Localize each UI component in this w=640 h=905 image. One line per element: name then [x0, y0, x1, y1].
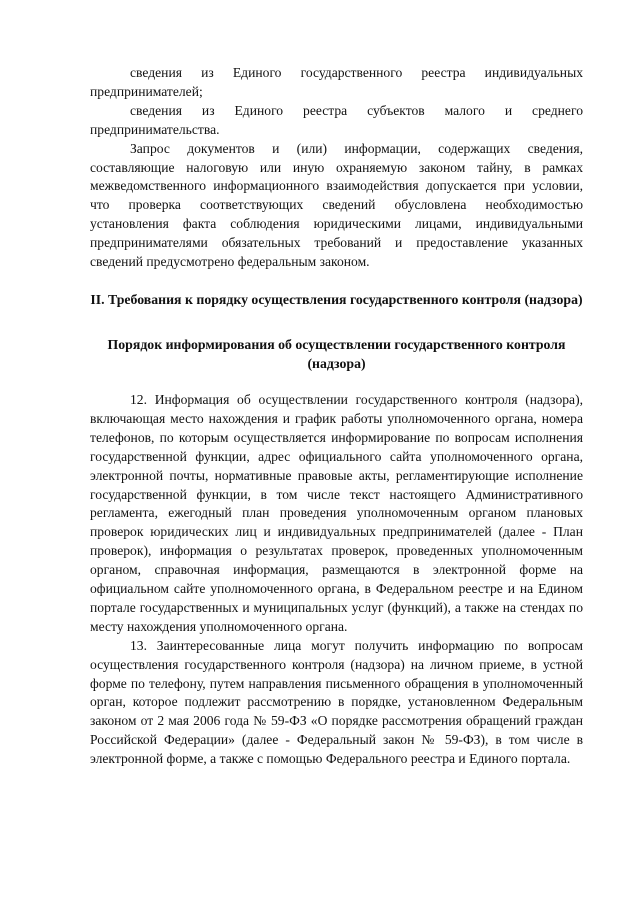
paragraph-secret-request: Запрос документов и (или) информации, содержащих сведения, составляющие налоговую или иную охраняемую законом тайну, в рамках межведомственного информационного взаимодействия допускается при условии, что проверка соответствующих сведений обусловлена необходимостью установления факта соблюдения юридическими лицами, индивидуальными предпринимателями обязательных требований и предоставление указанных сведений предусмотрено федеральным законом. [90, 140, 583, 270]
paragraph-egrip: сведения из Единого государственного реестра индивидуальных предпринимателей; [90, 65, 583, 99]
spacer [90, 373, 583, 391]
subsection-title: Порядок информирования об осуществлении государственного контроля (надзора) [107, 336, 566, 371]
section-title: II. Требования к порядку осуществления государственного контроля (надзора) [90, 291, 583, 307]
paragraph-13: 13. Заинтересованные лица могут получить информацию по вопросам осуществления государственного контроля (надзора) на личном приеме, в устной форме по телефону, путем направления письменного обращения в уполномоченный орган, которое подлежит рассмотрению в порядке, установленном Федеральным законом от 2 мая 2006 года № 59-ФЗ «О порядке рассмотрения обращений граждан Российской Федерации» (далее - Федеральный закон № 59-ФЗ), в том числе в электронной форме, а также с помощью Федерального реестра и Единого портала. [90, 637, 583, 767]
paragraph-msp-registry: сведения из Единого реестра субъектов малого и среднего предпринимательства. [90, 102, 583, 137]
paragraph-12: 12. Информация об осуществлении государственного контроля (надзора), включающая место нахождения и график работы уполномоченного органа, номера телефонов, по которым осуществляется информирование по вопросам исполнения государственной функции, адрес официального сайта уполномоченного органа, электронной почты, нормативные правовые акты, регламентирующие исполнение государственной функции, в том числе текст настоящего Административного регламента, ежегодный план проведения уполномоченным органом плановых проверок юридических лиц и индивидуальных предпринимателей (далее - План проверок), информация о результатах проверок, проведенных уполномоченным органом, справочная информация, размещаются в электронной форме на официальном сайте уполномоченного органа, в Федеральном реестре и на Едином портале государственных и муниципальных услуг (функций), а также на стендах по месту нахождения уполномоченного органа. [90, 391, 583, 634]
